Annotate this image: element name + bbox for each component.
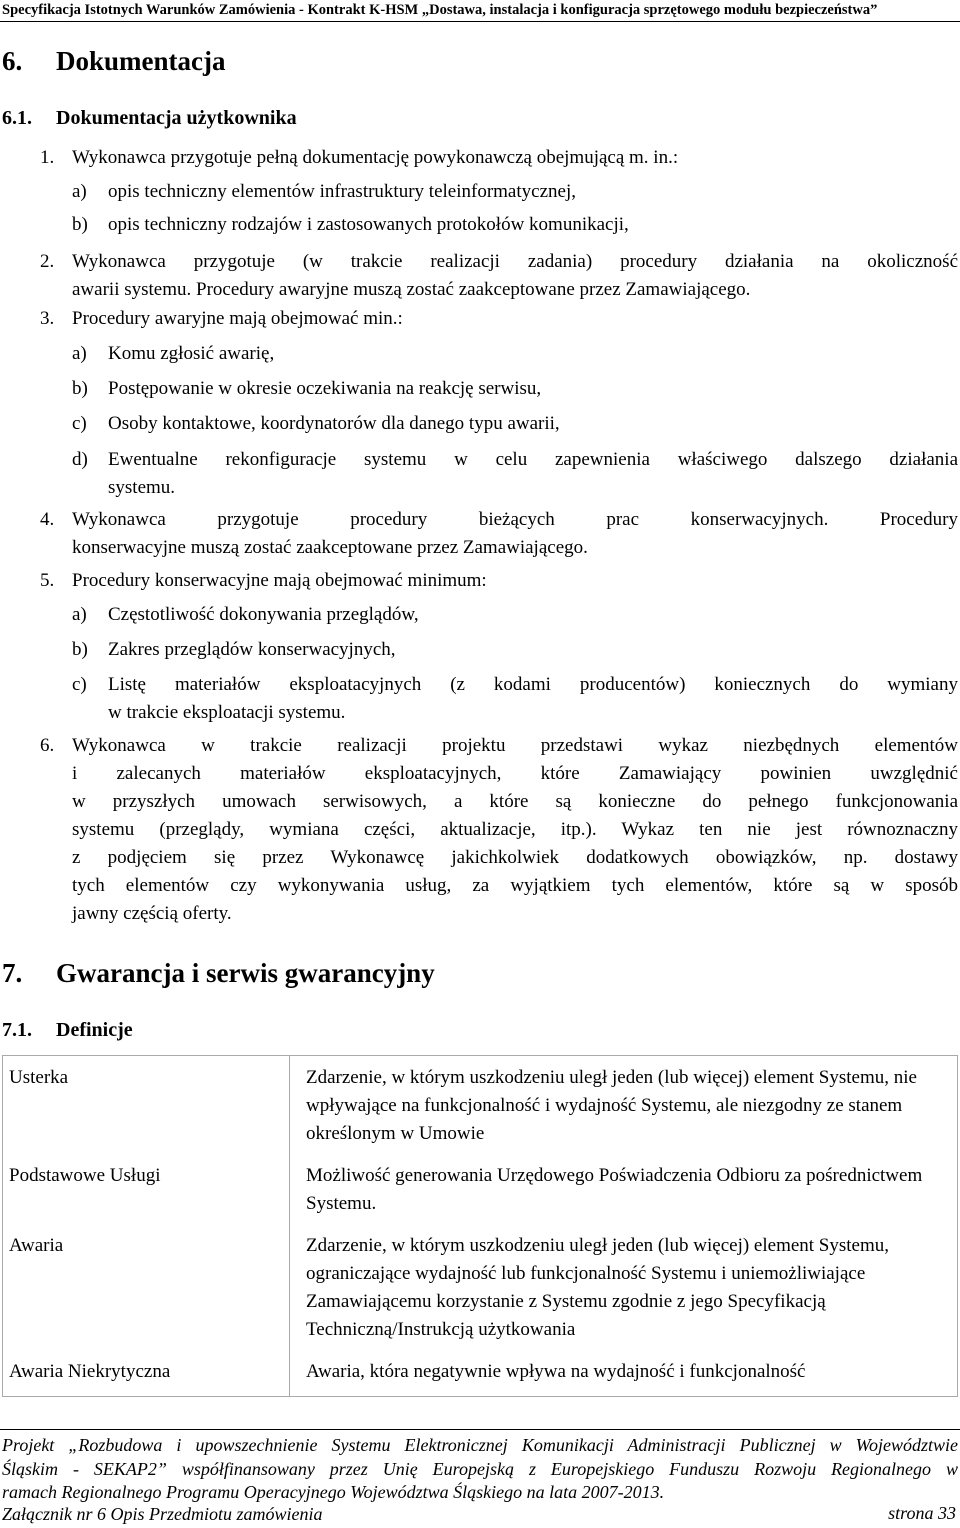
section-6-1-number: 6.1. — [2, 107, 32, 129]
list-item-6-line2: i zalecanych materiałów eksploatacyjnych, które Zamawiający powinien uwzględnić — [72, 763, 958, 784]
running-header: Specyfikacja Istotnych Warunków Zamówienia - Kontrakt K-HSM „Dostawa, instalacja i konfiguracja sprzętowego modułu bezpieczeństwa” — [2, 2, 878, 18]
section-6-number: 6. — [2, 46, 23, 76]
list-item-4-cont: konserwacyjne muszą zostać zaakceptowane przez Zamawiającego. — [72, 537, 588, 558]
footer-line-1: Projekt „Rozbudowa i upowszechnienie Systemu Elektronicznej Komunikacji Administracji Publicznej w Województwie — [2, 1435, 958, 1455]
section-7-title: Gwarancja i serwis gwarancyjny — [56, 958, 435, 988]
footer-line-2: Śląskim - SEKAP2” współfinansowany przez Unię Europejską z Europejskiego Funduszu Rozwoju Regionalnego w — [2, 1459, 958, 1479]
header-rule — [0, 21, 960, 22]
list-item-3d-cont: systemu. — [108, 477, 176, 498]
footer-line-4: Załącznik nr 6 Opis Przedmiotu zamówienia — [2, 1504, 323, 1524]
term-cell: Awaria Niekrytyczna — [3, 1354, 290, 1397]
definitions-table — [2, 1055, 958, 1397]
definition-cell: Zdarzenie, w którym uszkodzeniu uległ jeden (lub więcej) element Systemu, nie wpływające na funkcjonalność i wydajność Systemu, ale niezgodny ze stanem określonym w Umowie — [290, 1056, 958, 1159]
list-item-6-line3: w przyszłych umowach serwisowych, a które są konieczne do pełnego funkcjonowania — [72, 791, 958, 812]
list-item-2-cont: awarii systemu. Procedury awaryjne muszą zostać zaakceptowane przez Zamawiającego. — [72, 279, 751, 300]
table-row — [3, 1354, 958, 1397]
definition-cell: Zdarzenie, w którym uszkodzeniu uległ jeden (lub więcej) element Systemu, ograniczające wydajność lub funkcjonalność Systemu i uniemożliwiające Zamawiającemu korzystanie z Systemu zgodnie z jego Specyfikacją Techniczną/Instrukcją użytkowania — [290, 1228, 958, 1354]
list-item-6-line4: systemu (przeglądy, wymiana części, aktualizacje, itp.). Wykaz ten nie jest równoznaczny — [72, 819, 958, 840]
list-item-5c-cont: w trakcie eksploatacji systemu. — [108, 702, 346, 723]
list-item-6-line5: z podjęciem się przez Wykonawcę jakichkolwiek dodatkowych obowiązków, np. dostawy — [72, 847, 958, 868]
list-item-6-line7: jawny częścią oferty. — [72, 903, 232, 924]
section-6-1-heading — [2, 107, 602, 133]
section-6-title: Dokumentacja — [56, 46, 226, 76]
section-7-1-heading — [2, 1019, 402, 1045]
term-cell: Awaria — [3, 1228, 290, 1354]
footer-line-3: ramach Regionalnego Programu Operacyjnego Województwa Śląskiego na lata 2007-2013. — [2, 1482, 665, 1502]
footer-rule — [0, 1429, 960, 1430]
section-7-number: 7. — [2, 958, 23, 988]
table-row — [3, 1056, 958, 1159]
section-7-1-title: Definicje — [56, 1019, 133, 1041]
section-6-1-title: Dokumentacja użytkownika — [56, 107, 297, 129]
list-item-6-line6: tych elementów czy wykonywania usług, za wyjątkiem tych elementów, które są w sposób — [72, 875, 958, 896]
term-cell: Usterka — [3, 1056, 290, 1159]
section-7-heading — [2, 958, 702, 990]
term-cell: Podstawowe Usługi — [3, 1158, 290, 1228]
definition-cell: Możliwość generowania Urzędowego Poświadczenia Odbioru za pośrednictwem Systemu. — [290, 1158, 958, 1228]
page-number: strona 33 — [888, 1503, 956, 1523]
table-row — [3, 1158, 958, 1228]
section-7-1-number: 7.1. — [2, 1019, 32, 1041]
section-6-heading — [2, 46, 602, 78]
table-row — [3, 1228, 958, 1354]
definition-cell: Awaria, która negatywnie wpływa na wydajność i funkcjonalność — [290, 1354, 958, 1397]
